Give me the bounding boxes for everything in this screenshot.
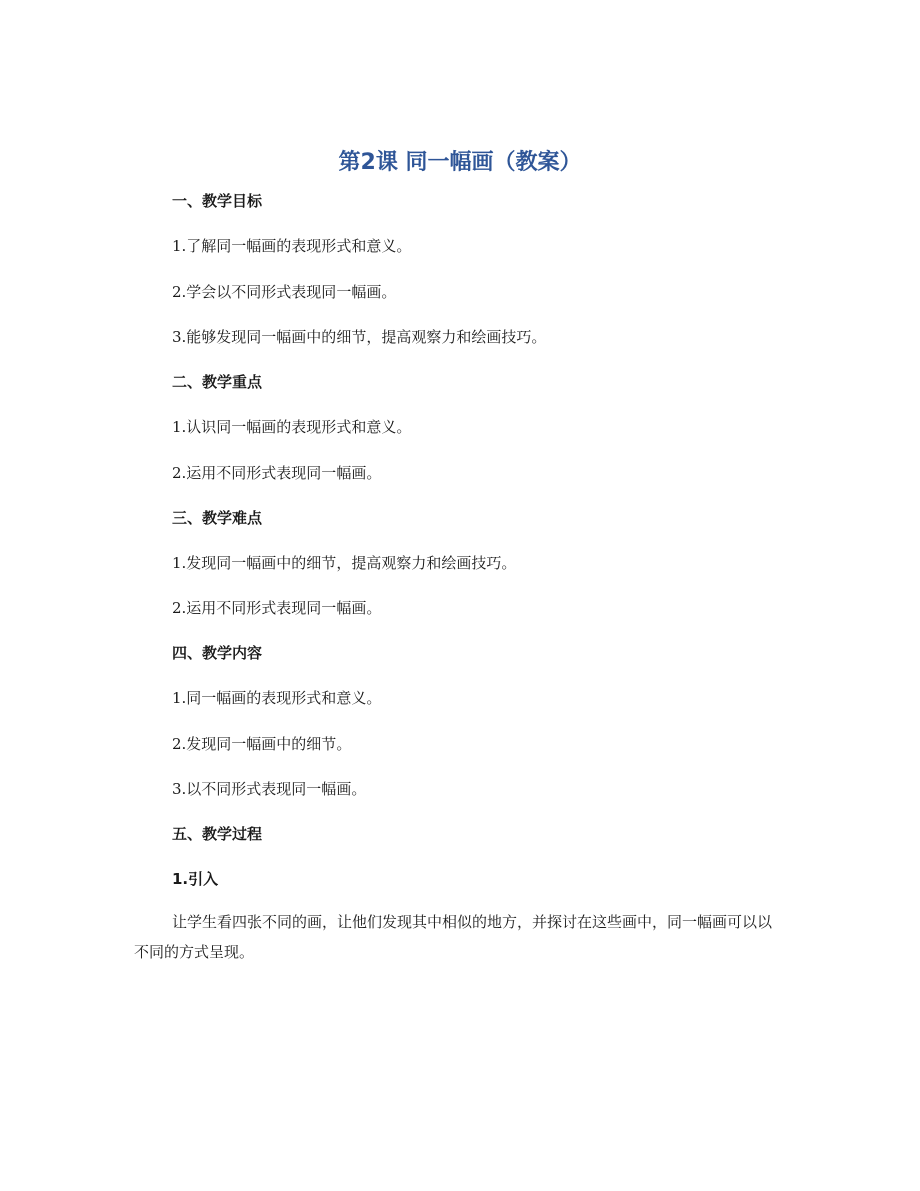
- document-title: 第2课 同一幅画（教案）: [338, 150, 582, 175]
- list-item: 1.同一幅画的表现形式和意义。: [172, 689, 382, 707]
- section-heading-key-points: 二、教学重点: [172, 373, 263, 391]
- section-heading-process: 五、教学过程: [172, 825, 263, 843]
- list-item: 2.学会以不同形式表现同一幅画。: [172, 283, 397, 301]
- section-heading-difficulties: 三、教学难点: [172, 509, 263, 527]
- list-item: 2.发现同一幅画中的细节。: [172, 735, 352, 753]
- paragraph-text: 让学生看四张不同的画，让他们发现其中相似的地方，并探讨在这些画中，同一幅画可以以不同的方式呈现。: [134, 913, 773, 961]
- paragraph-introduction: [134, 907, 786, 967]
- list-item: 1.发现同一幅画中的细节，提高观察力和绘画技巧。: [172, 554, 517, 572]
- list-item: 2.运用不同形式表现同一幅画。: [172, 464, 382, 482]
- list-item: 1.认识同一幅画的表现形式和意义。: [172, 418, 412, 436]
- subheading-introduction: 1.引入: [172, 870, 219, 888]
- list-item: 1.了解同一幅画的表现形式和意义。: [172, 237, 412, 255]
- section-heading-objectives: 一、教学目标: [172, 192, 263, 210]
- section-heading-content: 四、教学内容: [172, 644, 263, 662]
- list-item: 3.以不同形式表现同一幅画。: [172, 780, 367, 798]
- list-item: 3.能够发现同一幅画中的细节，提高观察力和绘画技巧。: [172, 328, 547, 346]
- list-item: 2.运用不同形式表现同一幅画。: [172, 599, 382, 617]
